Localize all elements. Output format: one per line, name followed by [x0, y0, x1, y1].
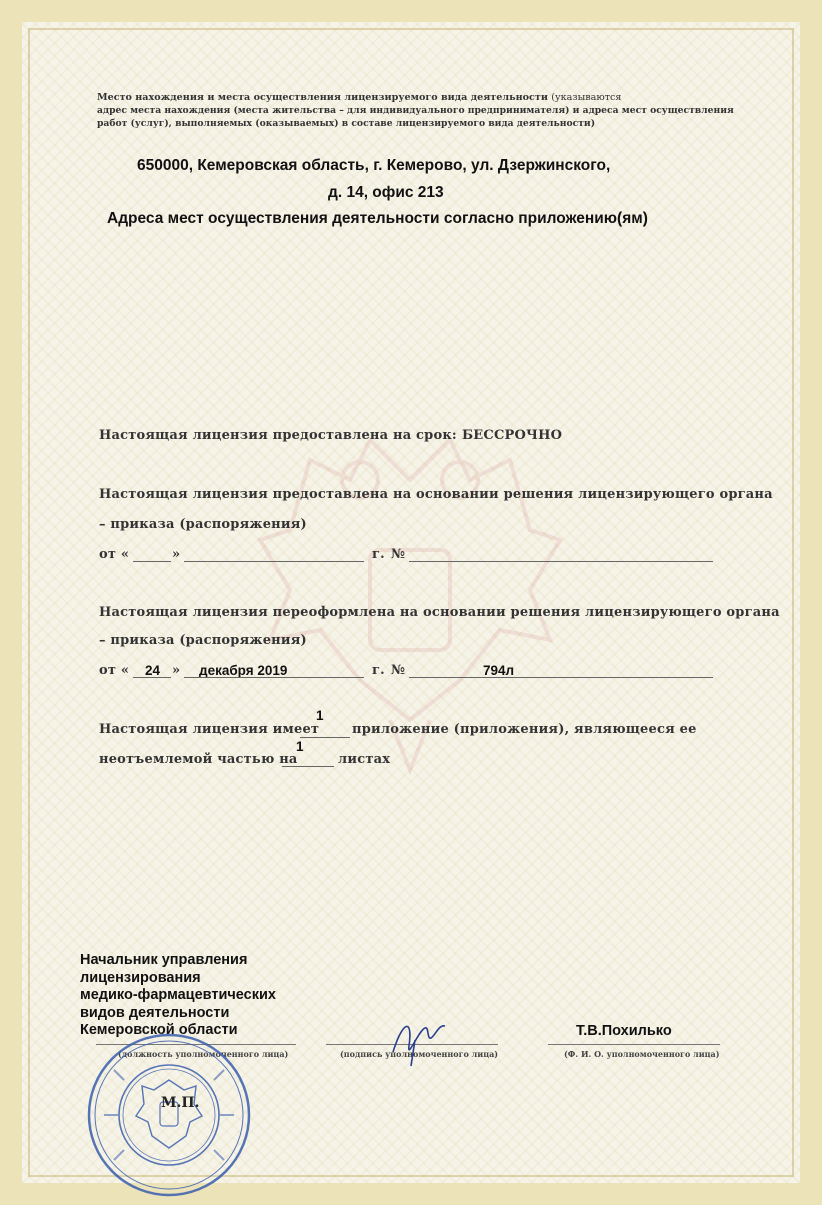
address-line-3: Адреса мест осуществления деятельности согласно приложению(ям) [107, 210, 648, 227]
reissued-close-quote: » [172, 663, 181, 678]
header-line-1: Место нахождения и места осуществления лицензируемого вида деятельности (указываются [97, 92, 622, 103]
appendix-sheets: 1 [296, 739, 304, 754]
caption-signature: (подпись уполномоченного лица) [340, 1049, 499, 1059]
signatory-title [80, 952, 276, 1040]
reissued-day-underline [133, 677, 171, 678]
official-stamp-icon [84, 1030, 254, 1200]
granted-line-2: – приказа (распоряжения) [99, 517, 307, 532]
appendix-count-underline [300, 737, 350, 738]
appendix-count: 1 [316, 708, 324, 723]
signatory-title-line: лицензирования [80, 969, 201, 986]
handwritten-signature-icon [385, 1010, 455, 1070]
signatory-title-line: видов деятельности [80, 1004, 230, 1021]
granted-from: от « [99, 547, 130, 562]
reissued-number-underline [409, 677, 713, 678]
appendix-line-1-start: Настоящая лицензия имеет [99, 722, 320, 737]
granted-year-label: г. [372, 547, 385, 562]
signatory-name: Т.В.Похилько [576, 1023, 672, 1039]
address-line-1: 650000, Кемеровская область, г. Кемерово, ул. Дзержинского, [137, 157, 611, 174]
header-line-2: адрес места нахождения (места жительства – для индивидуального предпринимателя) и адреса мест осуществления [97, 105, 734, 116]
reissued-line-1: Настоящая лицензия переоформлена на основании решения лицензирующего органа [99, 605, 780, 620]
granted-number-blank [409, 561, 713, 562]
granted-line-1: Настоящая лицензия предоставлена на основании решения лицензирующего органа [99, 487, 773, 502]
caption-position: (должность уполномоченного лица) [118, 1049, 289, 1059]
reissued-day: 24 [145, 663, 161, 678]
appendix-line-2-end: листах [338, 752, 391, 767]
address-line-2: д. 14, офис 213 [328, 184, 444, 201]
granted-close-quote: » [172, 547, 181, 562]
signatory-title-line: Кемеровской области [80, 1022, 238, 1038]
appendix-line-2-start: неотъемлемой частью на [99, 752, 298, 767]
granted-day-blank [133, 561, 171, 562]
header-line-3: работ (услуг), выполняемых (оказываемых) в составе лицензируемого вида деятельности) [97, 118, 596, 129]
caption-name: (Ф. И. О. уполномоченного лица) [564, 1049, 720, 1059]
granted-number-label: № [391, 547, 406, 562]
reissued-month-underline [184, 677, 364, 678]
name-line [548, 1044, 720, 1045]
signatory-title-line: Начальник управления [80, 952, 248, 968]
signatory-title-line: медико-фармацевтических [80, 987, 276, 1003]
reissued-number-label: № [391, 663, 406, 678]
granted-month-blank [184, 561, 364, 562]
term-value: БЕССРОЧНО [462, 428, 563, 443]
stamp-mark: М.П. [161, 1095, 200, 1111]
reissued-number: 794л [483, 663, 515, 678]
reissued-line-2: – приказа (распоряжения) [99, 633, 307, 648]
term-label: Настоящая лицензия предоставлена на срок: [99, 428, 457, 443]
reissued-year-label: г. [372, 663, 385, 678]
appendix-line-1-end: приложение (приложения), являющееся ее [352, 722, 697, 737]
appendix-sheets-underline [282, 766, 334, 767]
reissued-month-year: декабря 2019 [199, 663, 288, 678]
reissued-from: от « [99, 663, 130, 678]
